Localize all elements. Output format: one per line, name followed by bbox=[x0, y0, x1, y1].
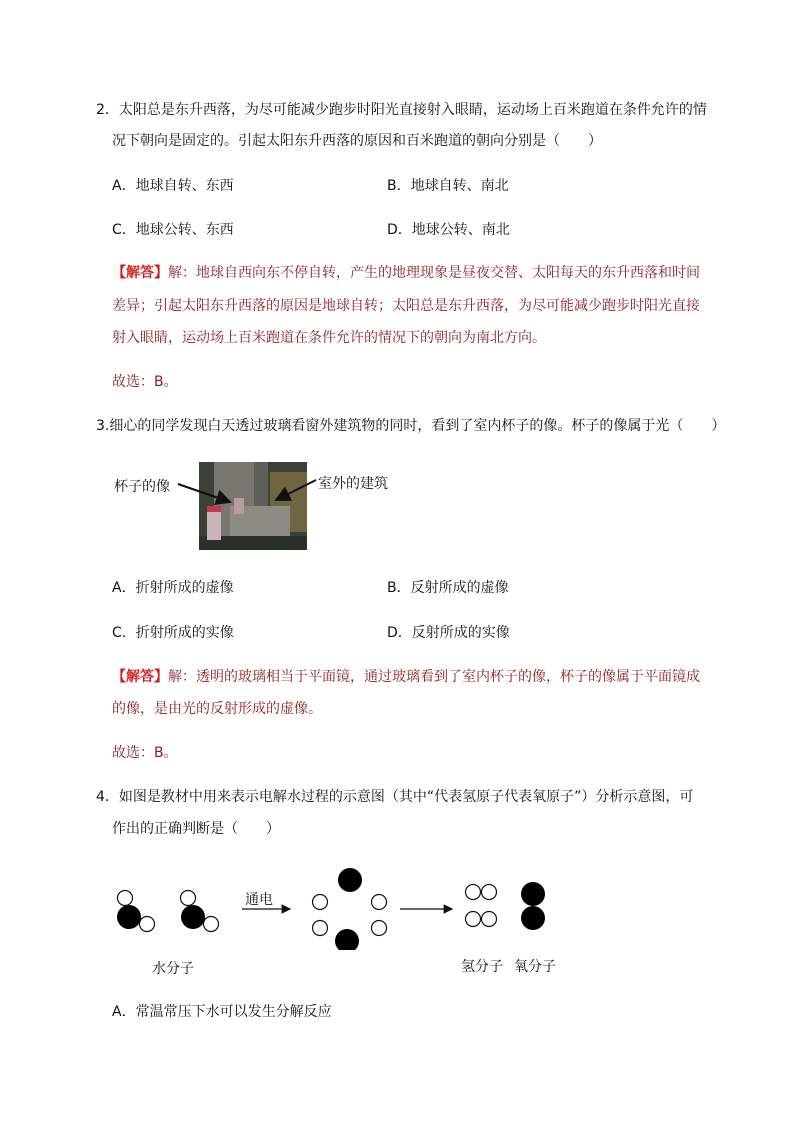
hydrogen-atom bbox=[466, 912, 481, 927]
oxygen-atom bbox=[335, 929, 359, 950]
q2-option-b: B．地球自转、南北 bbox=[387, 178, 509, 194]
oxygen-atom bbox=[338, 868, 362, 892]
q2-stem-line2: 况下朝向是固定的。引起太阳东升西落的原因和百米跑道的朝向分别是（ ） bbox=[112, 133, 602, 149]
hydrogen-atom bbox=[204, 917, 219, 932]
hydrogen-atom bbox=[118, 891, 133, 906]
q3-answer-line1 bbox=[112, 667, 700, 687]
label-hydrogen-molecule: 氢分子 bbox=[461, 959, 503, 975]
q3-option-a: A．折射所成的虚像 bbox=[112, 580, 234, 596]
q4-option-a: A．常温常压下水可以发生分解反应 bbox=[112, 1004, 332, 1020]
electrolysis-diagram bbox=[0, 860, 794, 950]
q3-label-cup-image: 杯子的像 bbox=[114, 479, 170, 495]
q2-answer-tag: 【解答】 bbox=[112, 265, 168, 281]
label-power-on: 通电 bbox=[245, 892, 273, 908]
label-oxygen-molecule: 氧分子 bbox=[514, 959, 556, 975]
q2-stem-line1: 2．太阳总是东升西落，为尽可能减少跑步时阳光直接射入眼睛，运动场上百米跑道在条件允许的情 bbox=[96, 102, 707, 118]
q2-option-a: A．地球自转、东西 bbox=[112, 178, 234, 194]
hydrogen-atom bbox=[372, 895, 387, 910]
q3-answer-tag: 【解答】 bbox=[112, 669, 168, 685]
q2-option-c: C．地球公转、东西 bbox=[112, 222, 234, 238]
hydrogen-atom bbox=[482, 885, 497, 900]
q3-option-d: D．反射所成的实像 bbox=[387, 625, 510, 641]
oxygen-atom bbox=[521, 906, 545, 930]
oxygen-atom bbox=[521, 882, 545, 906]
q4-stem-line1: 4．如图是教材中用来表示电解水过程的示意图（其中“代表氢原子代表氧原子”）分析示意图，可 bbox=[96, 789, 694, 805]
q3-photo bbox=[170, 462, 320, 552]
hydrogen-atom bbox=[313, 895, 328, 910]
hydrogen-atom bbox=[482, 912, 497, 927]
hydrogen-atom bbox=[181, 891, 196, 906]
q4-stem-line2: 作出的正确判断是（ ） bbox=[112, 821, 280, 837]
q3-answer-line2: 的像，是由光的反射形成的虚像。 bbox=[112, 701, 322, 717]
q2-option-d: D．地球公转、南北 bbox=[387, 222, 510, 238]
label-water-molecule: 水分子 bbox=[152, 961, 194, 977]
q3-choice: 故选：B。 bbox=[112, 745, 178, 761]
q2-answer-line1 bbox=[112, 263, 700, 283]
q2-answer-line2: 差异；引起太阳东升西落的原因是地球自转；太阳总是东升西落，为尽可能减少跑步时阳光直接 bbox=[112, 298, 700, 314]
photo-cup-reflection-2 bbox=[234, 498, 244, 514]
hydrogen-atom bbox=[313, 921, 328, 936]
hydrogen-atom bbox=[140, 917, 155, 932]
q2-choice: 故选：B。 bbox=[112, 374, 178, 390]
q2-answer-text1: 解：地球自西向东不停自转，产生的地理现象是昼夜交替、太阳每天的东升西落和时间 bbox=[168, 265, 700, 281]
q3-option-b: B．反射所成的虚像 bbox=[387, 580, 509, 596]
photo-cup-top bbox=[207, 506, 221, 512]
q2-answer-line3: 射入眼睛，运动场上百米跑道在条件允许的情况下的朝向为南北方向。 bbox=[112, 330, 546, 346]
q3-stem-line1: 3.细心的同学发现白天透过玻璃看窗外建筑物的同时，看到了室内杯子的像。杯子的像属于光（ ） bbox=[96, 418, 726, 434]
q3-option-c: C．折射所成的实像 bbox=[112, 625, 234, 641]
oxygen-atom bbox=[181, 905, 205, 929]
hydrogen-atom bbox=[466, 885, 481, 900]
q3-label-outdoor-building: 室外的建筑 bbox=[318, 476, 388, 492]
hydrogen-atom bbox=[372, 921, 387, 936]
q3-answer-text1: 解：透明的玻璃相当于平面镜，通过玻璃看到了室内杯子的像，杯子的像属于平面镜成 bbox=[168, 669, 700, 685]
oxygen-atom bbox=[117, 905, 141, 929]
